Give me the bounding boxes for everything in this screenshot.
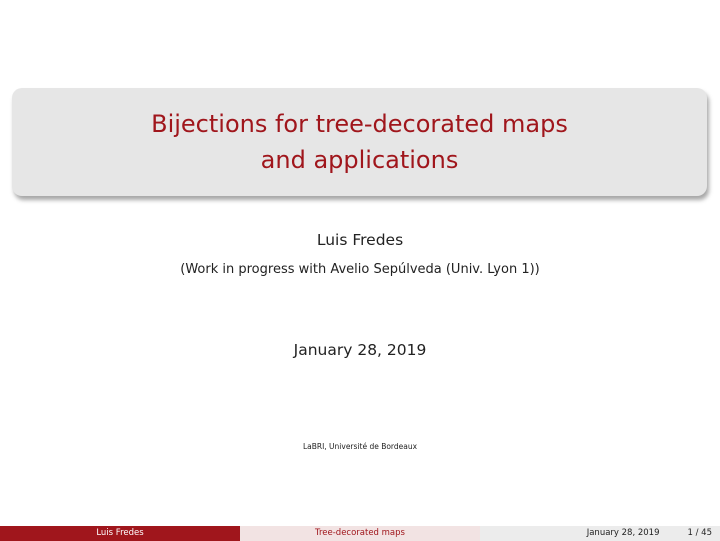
title-line-1: Bijections for tree-decorated maps xyxy=(151,110,568,138)
footer-date: January 28, 2019 xyxy=(586,528,660,538)
page-number: 1 / 45 xyxy=(687,528,712,538)
title-line-2: and applications xyxy=(260,146,459,174)
title-box xyxy=(12,88,707,196)
institute: LaBRI, Université de Bordeaux xyxy=(302,442,418,451)
collaboration-note: (Work in progress with Avelio Sepúlveda (Univ. Lyon 1)) xyxy=(180,262,540,277)
author-name: Luis Fredes xyxy=(316,231,404,249)
footer-bar xyxy=(0,526,720,541)
footer-title: Tree-decorated maps xyxy=(240,526,480,541)
footer-info xyxy=(480,526,720,541)
footer-author: Luis Fredes xyxy=(0,526,240,541)
presentation-date: January 28, 2019 xyxy=(293,341,427,359)
